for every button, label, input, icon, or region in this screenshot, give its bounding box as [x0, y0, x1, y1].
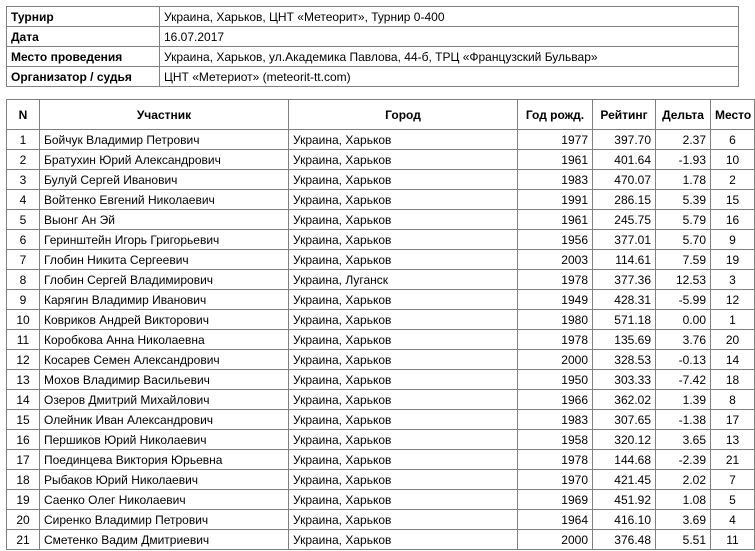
cell-n: 3: [7, 170, 40, 190]
cell-participant: Мохов Владимир Васильевич: [40, 370, 289, 390]
cell-city: Украина, Харьков: [289, 390, 518, 410]
table-row: [7, 150, 755, 170]
table-row: [7, 530, 755, 550]
cell-city: Украина, Харьков: [289, 170, 518, 190]
cell-participant: Коробкова Анна Николаевна: [40, 330, 289, 350]
cell-participant: Глобин Никита Сергеевич: [40, 250, 289, 270]
cell-place: 18: [711, 370, 755, 390]
cell-place: 5: [711, 490, 755, 510]
cell-rating: 416.10: [593, 510, 656, 530]
cell-birth-year: 1961: [518, 150, 593, 170]
cell-delta: 5.70: [656, 230, 711, 250]
info-label: Турнир: [7, 7, 160, 27]
header-n: N: [7, 100, 40, 130]
cell-delta: 2.02: [656, 470, 711, 490]
cell-place: 9: [711, 230, 755, 250]
cell-city: Украина, Харьков: [289, 430, 518, 450]
cell-n: 21: [7, 530, 40, 550]
cell-delta: 12.53: [656, 270, 711, 290]
cell-place: 20: [711, 330, 755, 350]
table-row: [7, 410, 755, 430]
cell-delta: 1.39: [656, 390, 711, 410]
cell-participant: Саенко Олег Николаевич: [40, 490, 289, 510]
cell-participant: Косарев Семен Александрович: [40, 350, 289, 370]
table-row: [7, 310, 755, 330]
cell-delta: 3.69: [656, 510, 711, 530]
cell-place: 11: [711, 530, 755, 550]
info-label: Место проведения: [7, 47, 160, 67]
cell-rating: 286.15: [593, 190, 656, 210]
cell-place: 3: [711, 270, 755, 290]
table-row: [7, 450, 755, 470]
cell-place: 21: [711, 450, 755, 470]
table-row: [7, 230, 755, 250]
cell-birth-year: 1949: [518, 290, 593, 310]
cell-city: Украина, Харьков: [289, 470, 518, 490]
header-birth-year: Год рожд.: [518, 100, 593, 130]
table-row: [7, 350, 755, 370]
cell-rating: 397.70: [593, 130, 656, 150]
cell-rating: 320.12: [593, 430, 656, 450]
cell-place: 6: [711, 130, 755, 150]
cell-rating: 451.92: [593, 490, 656, 510]
cell-n: 18: [7, 470, 40, 490]
cell-delta: 2.37: [656, 130, 711, 150]
header-place: Место: [711, 100, 755, 130]
cell-city: Украина, Харьков: [289, 250, 518, 270]
cell-participant: Олейник Иван Александрович: [40, 410, 289, 430]
cell-participant: Карягин Владимир Иванович: [40, 290, 289, 310]
cell-rating: 245.75: [593, 210, 656, 230]
cell-n: 8: [7, 270, 40, 290]
cell-participant: Першиков Юрий Николаевич: [40, 430, 289, 450]
results-body: [7, 130, 755, 550]
cell-place: 16: [711, 210, 755, 230]
results-table: [6, 99, 755, 550]
cell-rating: 421.45: [593, 470, 656, 490]
cell-rating: 144.68: [593, 450, 656, 470]
cell-delta: 5.39: [656, 190, 711, 210]
cell-participant: Озеров Дмитрий Михайлович: [40, 390, 289, 410]
results-header-row: [7, 100, 755, 130]
cell-n: 9: [7, 290, 40, 310]
cell-n: 6: [7, 230, 40, 250]
cell-n: 20: [7, 510, 40, 530]
header-rating: Рейтинг: [593, 100, 656, 130]
cell-birth-year: 1980: [518, 310, 593, 330]
table-row: [7, 210, 755, 230]
cell-n: 19: [7, 490, 40, 510]
cell-birth-year: 1950: [518, 370, 593, 390]
cell-n: 1: [7, 130, 40, 150]
table-row: [7, 510, 755, 530]
header-city: Город: [289, 100, 518, 130]
table-row: [7, 250, 755, 270]
cell-participant: Поединцева Виктория Юрьевна: [40, 450, 289, 470]
cell-delta: 7.59: [656, 250, 711, 270]
cell-birth-year: 1961: [518, 210, 593, 230]
table-row: [7, 490, 755, 510]
cell-participant: Войтенко Евгений Николаевич: [40, 190, 289, 210]
cell-birth-year: 1978: [518, 270, 593, 290]
info-row: [7, 7, 739, 27]
cell-birth-year: 2000: [518, 350, 593, 370]
cell-city: Украина, Харьков: [289, 290, 518, 310]
info-row: [7, 67, 739, 87]
cell-place: 14: [711, 350, 755, 370]
cell-place: 17: [711, 410, 755, 430]
cell-delta: -7.42: [656, 370, 711, 390]
cell-place: 19: [711, 250, 755, 270]
cell-n: 5: [7, 210, 40, 230]
cell-rating: 362.02: [593, 390, 656, 410]
cell-rating: 401.64: [593, 150, 656, 170]
cell-place: 10: [711, 150, 755, 170]
cell-birth-year: 2003: [518, 250, 593, 270]
table-row: [7, 270, 755, 290]
cell-rating: 377.36: [593, 270, 656, 290]
cell-delta: 1.08: [656, 490, 711, 510]
cell-delta: 5.79: [656, 210, 711, 230]
cell-birth-year: 1978: [518, 330, 593, 350]
cell-place: 4: [711, 510, 755, 530]
cell-participant: Бойчук Владимир Петрович: [40, 130, 289, 150]
cell-delta: 3.76: [656, 330, 711, 350]
cell-birth-year: 1964: [518, 510, 593, 530]
cell-delta: -5.99: [656, 290, 711, 310]
cell-birth-year: 1966: [518, 390, 593, 410]
cell-delta: 1.78: [656, 170, 711, 190]
cell-city: Украина, Харьков: [289, 450, 518, 470]
table-row: [7, 130, 755, 150]
cell-birth-year: 1983: [518, 410, 593, 430]
cell-rating: 328.53: [593, 350, 656, 370]
table-row: [7, 290, 755, 310]
cell-rating: 571.18: [593, 310, 656, 330]
cell-city: Украина, Харьков: [289, 330, 518, 350]
cell-rating: 135.69: [593, 330, 656, 350]
table-row: [7, 470, 755, 490]
cell-birth-year: 2000: [518, 530, 593, 550]
cell-place: 12: [711, 290, 755, 310]
cell-rating: 114.61: [593, 250, 656, 270]
info-value: Украина, Харьков, ЦНТ «Метеорит», Турнир 0-400: [160, 7, 739, 27]
cell-n: 16: [7, 430, 40, 450]
cell-participant: Братухин Юрий Александрович: [40, 150, 289, 170]
info-value: ЦНТ «Метериот» (meteorit-tt.com): [160, 67, 739, 87]
table-row: [7, 390, 755, 410]
cell-city: Украина, Харьков: [289, 150, 518, 170]
header-delta: Дельта: [656, 100, 711, 130]
cell-city: Украина, Харьков: [289, 490, 518, 510]
cell-delta: -0.13: [656, 350, 711, 370]
cell-birth-year: 1991: [518, 190, 593, 210]
cell-city: Украина, Харьков: [289, 350, 518, 370]
cell-participant: Сметенко Вадим Дмитриевич: [40, 530, 289, 550]
table-row: [7, 330, 755, 350]
cell-participant: Ковриков Андрей Викторович: [40, 310, 289, 330]
cell-birth-year: 1978: [518, 450, 593, 470]
info-row: [7, 27, 739, 47]
cell-participant: Булуй Сергей Иванович: [40, 170, 289, 190]
cell-n: 2: [7, 150, 40, 170]
cell-place: 7: [711, 470, 755, 490]
cell-rating: 303.33: [593, 370, 656, 390]
cell-place: 8: [711, 390, 755, 410]
table-row: [7, 430, 755, 450]
cell-rating: 470.07: [593, 170, 656, 190]
cell-n: 12: [7, 350, 40, 370]
table-row: [7, 190, 755, 210]
cell-n: 10: [7, 310, 40, 330]
cell-place: 1: [711, 310, 755, 330]
cell-birth-year: 1956: [518, 230, 593, 250]
cell-birth-year: 1958: [518, 430, 593, 450]
cell-participant: Глобин Сергей Владимирович: [40, 270, 289, 290]
cell-birth-year: 1970: [518, 470, 593, 490]
cell-participant: Геринштейн Игорь Григорьевич: [40, 230, 289, 250]
cell-delta: 3.65: [656, 430, 711, 450]
cell-n: 14: [7, 390, 40, 410]
cell-delta: 5.51: [656, 530, 711, 550]
cell-rating: 307.65: [593, 410, 656, 430]
cell-n: 11: [7, 330, 40, 350]
cell-city: Украина, Харьков: [289, 410, 518, 430]
cell-city: Украина, Луганск: [289, 270, 518, 290]
cell-delta: -1.93: [656, 150, 711, 170]
cell-city: Украина, Харьков: [289, 370, 518, 390]
info-label: Организатор / судья: [7, 67, 160, 87]
cell-delta: -1.38: [656, 410, 711, 430]
cell-city: Украина, Харьков: [289, 230, 518, 250]
cell-rating: 377.01: [593, 230, 656, 250]
info-label: Дата: [7, 27, 160, 47]
cell-city: Украина, Харьков: [289, 530, 518, 550]
tournament-info-body: [7, 7, 739, 87]
cell-place: 2: [711, 170, 755, 190]
table-row: [7, 170, 755, 190]
header-participant: Участник: [40, 100, 289, 130]
cell-birth-year: 1977: [518, 130, 593, 150]
cell-city: Украина, Харьков: [289, 510, 518, 530]
tournament-info-table: [6, 6, 739, 87]
cell-n: 13: [7, 370, 40, 390]
cell-n: 7: [7, 250, 40, 270]
cell-place: 13: [711, 430, 755, 450]
info-value: Украина, Харьков, ул.Академика Павлова, 44-б, ТРЦ «Французский Бульвар»: [160, 47, 739, 67]
cell-participant: Рыбаков Юрий Николаевич: [40, 470, 289, 490]
cell-n: 4: [7, 190, 40, 210]
cell-city: Украина, Харьков: [289, 210, 518, 230]
cell-participant: Сиренко Владимир Петрович: [40, 510, 289, 530]
info-value: 16.07.2017: [160, 27, 739, 47]
cell-place: 15: [711, 190, 755, 210]
cell-birth-year: 1983: [518, 170, 593, 190]
cell-city: Украина, Харьков: [289, 190, 518, 210]
cell-n: 15: [7, 410, 40, 430]
info-row: [7, 47, 739, 67]
cell-city: Украина, Харьков: [289, 310, 518, 330]
cell-rating: 428.31: [593, 290, 656, 310]
cell-delta: -2.39: [656, 450, 711, 470]
cell-delta: 0.00: [656, 310, 711, 330]
cell-birth-year: 1969: [518, 490, 593, 510]
cell-city: Украина, Харьков: [289, 130, 518, 150]
cell-n: 17: [7, 450, 40, 470]
cell-rating: 376.48: [593, 530, 656, 550]
cell-participant: Выонг Ан Эй: [40, 210, 289, 230]
table-row: [7, 370, 755, 390]
